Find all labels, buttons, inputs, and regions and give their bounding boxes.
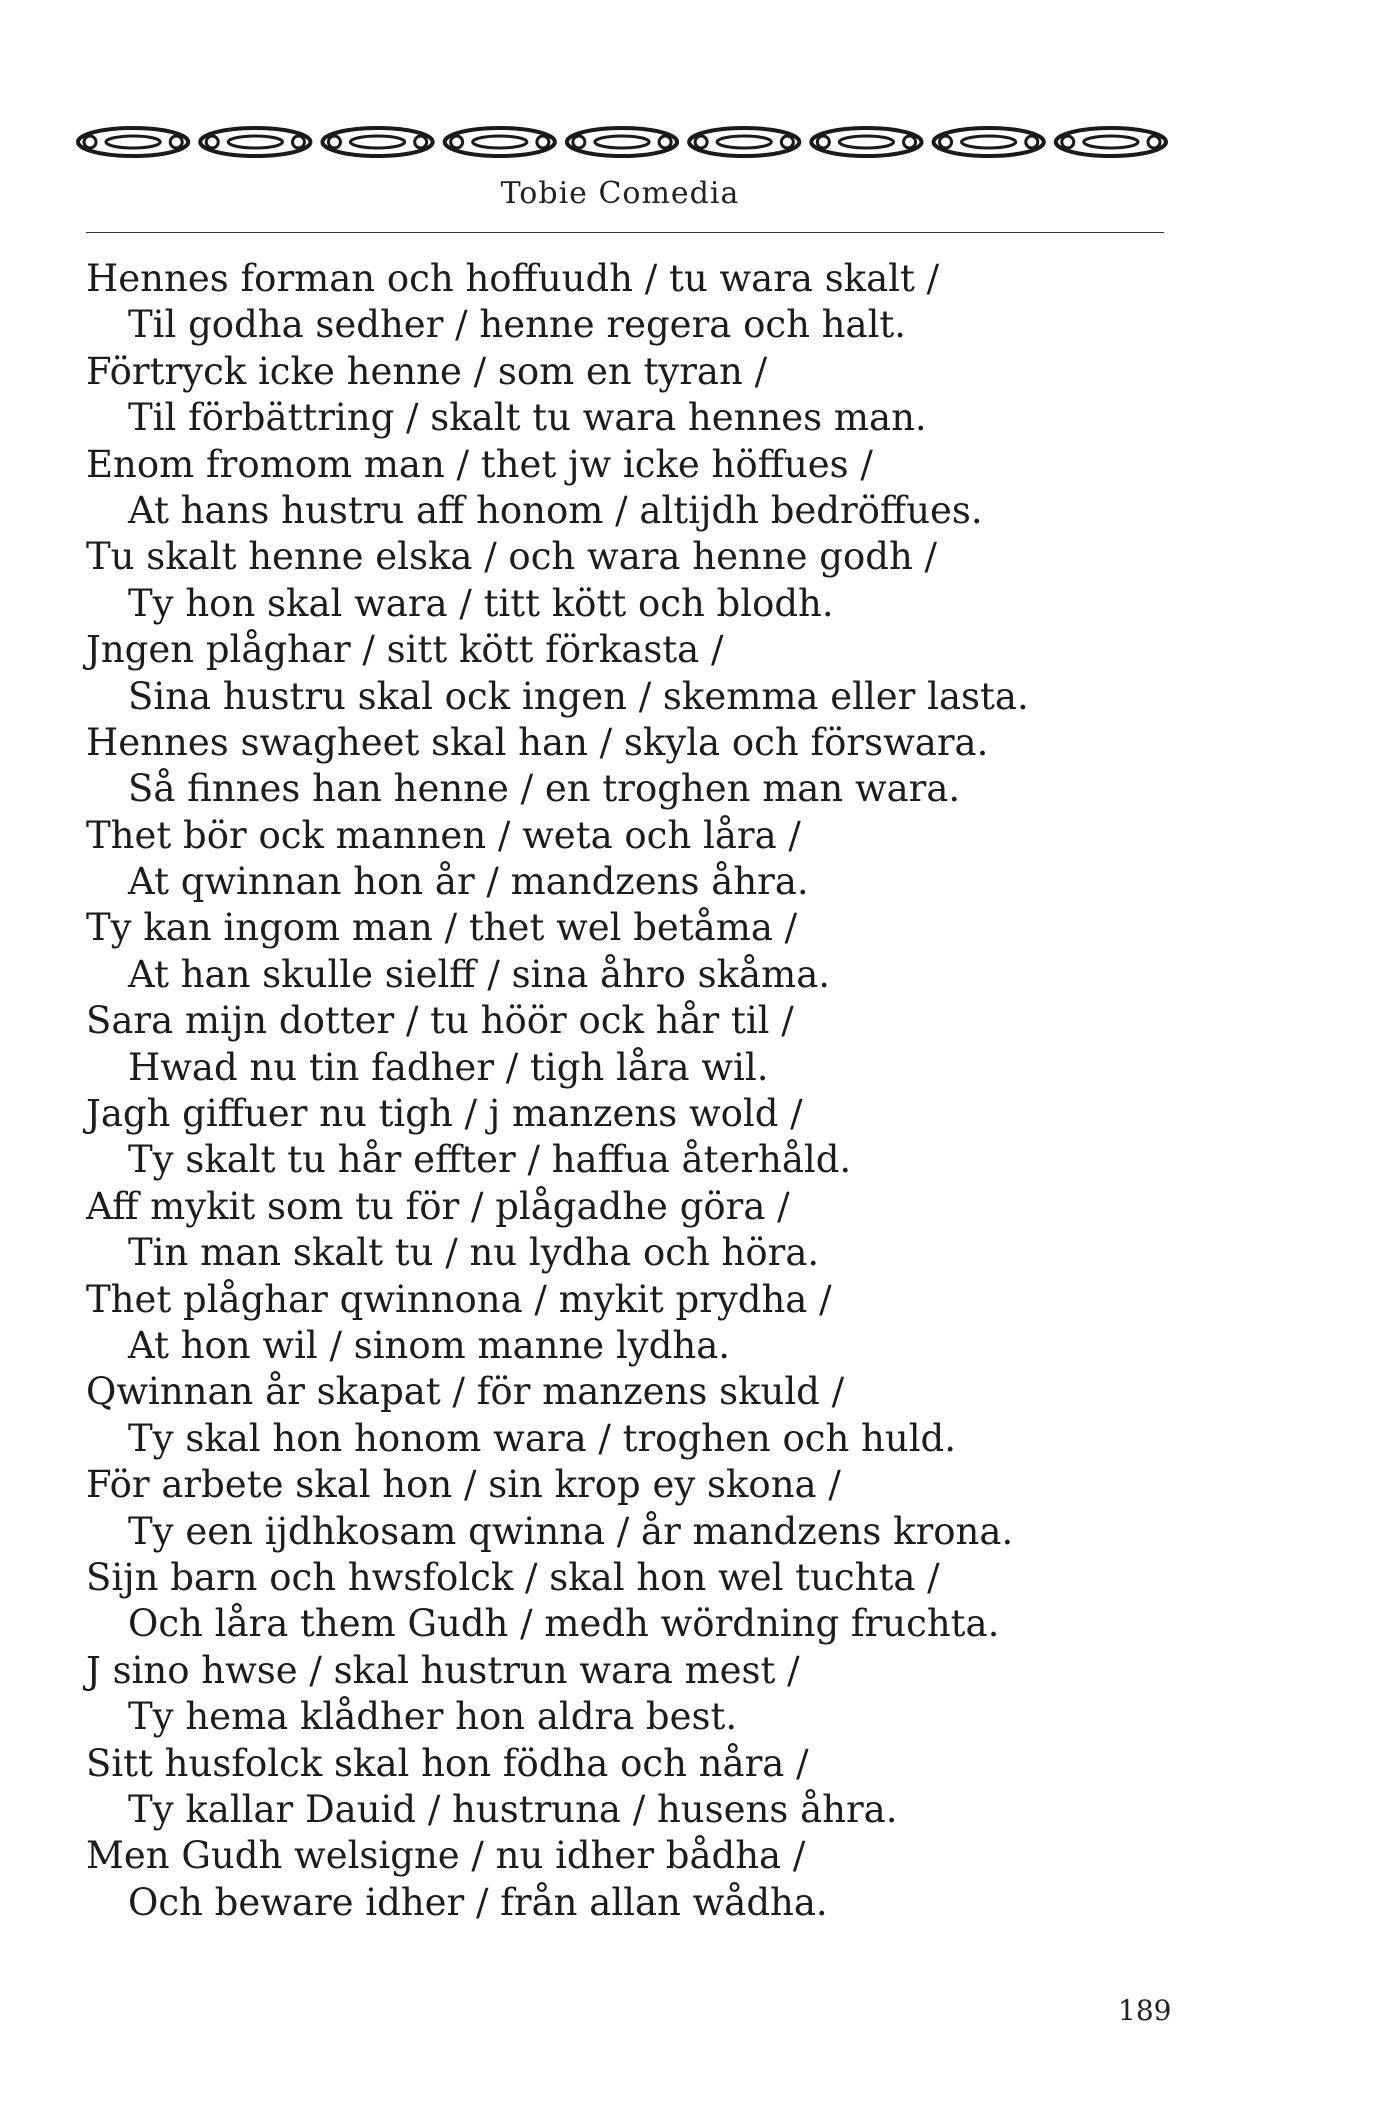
verse-line: Hennes swagheet skal han / skyla och förswara. (86, 720, 989, 764)
verse-line: Thet bör ock mannen / weta och låra / (86, 813, 801, 857)
verse-line: Ty hon skal wara / titt kött och blodh. (128, 581, 834, 625)
verse-line: Til förbättring / skalt tu wara hennes man. (128, 396, 927, 440)
verse-line: Och låra them Gudh / medh wördning fruchta. (128, 1602, 1000, 1646)
verse-line: Ty hema klådher hon aldra best. (128, 1695, 738, 1739)
verse-line: Men Gudh welsigne / nu idher bådha / (86, 1834, 806, 1878)
verse-line: Hwad nu tin fadher / tigh låra wil. (128, 1045, 769, 1089)
header-rule (86, 232, 1164, 233)
verse-text (0, 256, 1240, 1926)
verse-line: Ty skalt tu hår effter / haffua återhåld. (128, 1138, 852, 1182)
ornament-motif (200, 128, 310, 156)
verse-line: Tu skalt henne elska / och wara henne godh / (86, 535, 937, 579)
verse-line: At hans hustru aff honom / altijdh bedröffues. (128, 488, 983, 532)
running-head: Tobie Comedia (500, 176, 740, 211)
verse-line: Så finnes han henne / en troghen man wara. (128, 767, 961, 811)
verse-line: Thet plåghar qwinnona / mykit prydha / (86, 1277, 832, 1321)
ornament-motif (567, 128, 677, 156)
verse-line: At qwinnan hon år / mandzens åhra. (128, 860, 809, 904)
ornament-motif (1056, 128, 1166, 156)
verse-line: Sina hustru skal ock ingen / skemma eller lasta. (128, 674, 1029, 718)
verse-line: Ty skal hon honom wara / troghen och huld. (128, 1416, 956, 1460)
verse-line: At han skulle sielff / sina åhro skåma. (128, 952, 831, 996)
verse-line: Jngen plåghar / sitt kött förkasta / (86, 628, 724, 672)
verse-line: Sitt husfolck skal hon födha och nåra / (86, 1741, 809, 1785)
page-number: 189 (1118, 1994, 1172, 2027)
verse-line: Och beware idher / från allan wådha. (128, 1880, 828, 1924)
verse-line: Ty kallar Dauid / hustruna / husens åhra. (128, 1787, 898, 1831)
ornamental-border (72, 124, 1172, 160)
ornament-motif (78, 128, 188, 156)
verse-line: Aff mykit som tu för / plågadhe göra / (86, 1184, 790, 1228)
ornament-motif (689, 128, 799, 156)
verse-line: At hon wil / sinom manne lydha. (128, 1323, 731, 1367)
verse-line: För arbete skal hon / sin krop ey skona / (86, 1463, 841, 1507)
verse-line: Til godha sedher / henne regera och halt. (128, 303, 907, 347)
verse-line: Sara mijn dotter / tu höör ock hår til / (86, 999, 794, 1043)
verse-line: Jagh giffuer nu tigh / j manzens wold / (86, 1092, 803, 1136)
verse-line: Sijn barn och hwsfolck / skal hon wel tuchta / (86, 1555, 940, 1599)
verse-line: Hennes forman och hoffuudh / tu wara skalt / (86, 257, 940, 300)
verse-line: Tin man skalt tu / nu lydha och höra. (128, 1231, 820, 1275)
ornament-motif (811, 128, 921, 156)
ornament-motif (322, 128, 432, 156)
verse-line: Ty kan ingom man / thet wel betåma / (86, 906, 798, 950)
verse-line: Qwinnan år skapat / för manzens skuld / (86, 1370, 845, 1414)
verse-line: Ty een ijdhkosam qwinna / år mandzens krona. (128, 1509, 1014, 1553)
verse-line: Enom fromom man / thet jw icke höffues / (86, 442, 873, 486)
ornament-motif (445, 128, 555, 156)
verse-line: J sino hwse / skal hustrun wara mest / (86, 1648, 800, 1692)
verse-line: Förtryck icke henne / som en tyran / (86, 349, 768, 393)
ornament-motif (934, 128, 1044, 156)
